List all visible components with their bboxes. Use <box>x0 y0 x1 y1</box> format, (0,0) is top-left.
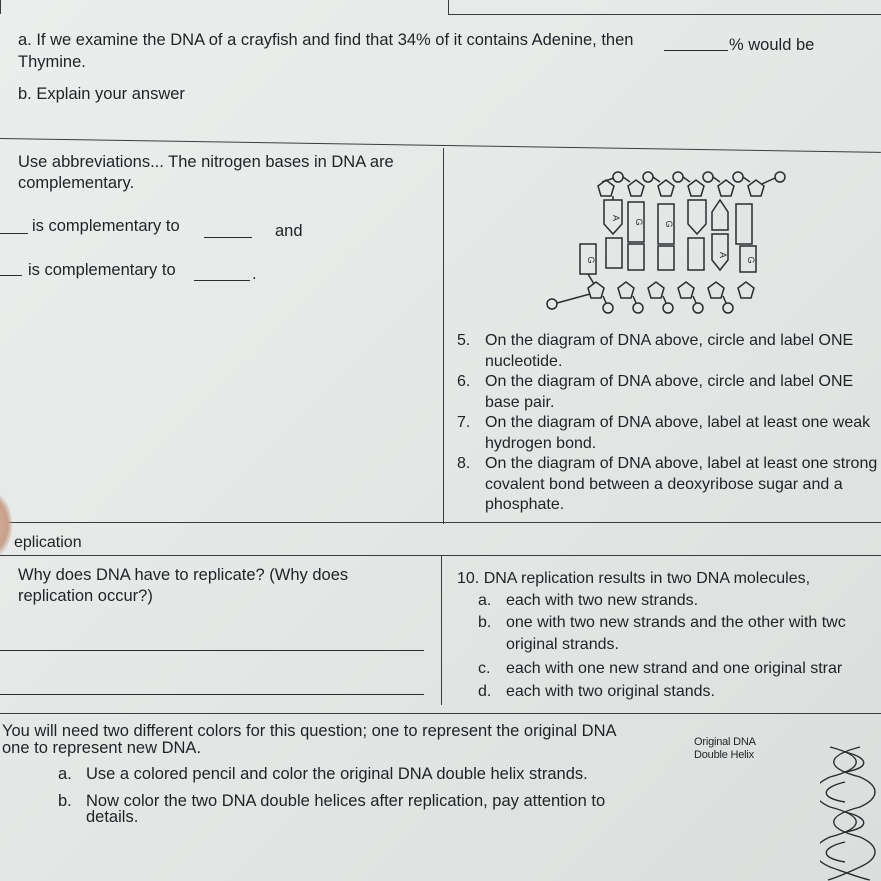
base-letter-top-1: G <box>634 218 644 226</box>
question-7: 7. On the diagram of DNA above, label at least one weak hydrogen bond. <box>457 414 871 452</box>
helix-label-line2: Double Helix <box>694 749 754 761</box>
abbrev-line1: Use abbreviations... The nitrogen bases in DNA are <box>18 153 394 171</box>
answer-blank-1[interactable] <box>0 233 28 234</box>
base-pairs <box>580 196 756 284</box>
question-10-option-d[interactable]: d. each with two original stands. <box>478 683 715 700</box>
colors-question-line2: one to represent new DNA. <box>2 739 202 757</box>
answer-blank-2[interactable] <box>204 237 252 238</box>
replication-question-line1: Why does DNA have to replicate? (Why does <box>18 566 349 584</box>
base-letter-top-2: G <box>664 220 674 228</box>
base-letter-top-3: A <box>718 251 728 259</box>
answer-line-2[interactable] <box>0 694 424 695</box>
top-backbone <box>598 172 785 196</box>
helix-label-line1: Original DNA <box>694 736 756 748</box>
question-10-option-a[interactable]: a. each with two new strands. <box>478 592 699 609</box>
question-10-option-b-cont: original strands. <box>506 636 619 653</box>
base-letter-top-0: A <box>611 214 621 222</box>
top-frame-divider <box>448 0 449 14</box>
base-letter-bottom-5: G <box>746 256 756 264</box>
abbrev-row2-text: is complementary to <box>28 261 176 279</box>
answer-blank-thymine[interactable] <box>664 50 728 51</box>
answer-blank-4[interactable] <box>194 280 250 281</box>
question-10-option-c[interactable]: c. each with one new strand and one original strar <box>478 660 843 677</box>
question-a-line2: Thymine. <box>18 53 86 71</box>
answer-line-1[interactable] <box>0 650 424 651</box>
abbrev-line2: complementary. <box>18 174 135 192</box>
bottom-backbone <box>547 282 754 313</box>
replication-heading: eplication <box>14 534 82 551</box>
column-divider-2 <box>441 555 442 705</box>
section-divider-4 <box>0 713 881 714</box>
abbrev-row1-text: is complementary to <box>32 217 180 235</box>
top-frame-left <box>0 0 1 14</box>
abbrev-row1-and: and <box>275 222 303 240</box>
double-helix-drawing[interactable] <box>820 742 881 881</box>
base-letter-bottom-0: G <box>586 256 596 264</box>
abbrev-row2-period: . <box>252 265 257 283</box>
question-8: 8. On the diagram of DNA above, label at least one strong covalent bond between a deoxyribose sugar and a phosphate. <box>457 455 878 513</box>
top-frame-rule <box>448 14 881 15</box>
dna-ladder-diagram[interactable] <box>540 160 800 320</box>
question-a-suffix: % would be <box>729 36 815 54</box>
colors-question-a: a. Use a colored pencil and color the original DNA double helix strands. <box>58 765 588 783</box>
column-divider <box>443 148 444 524</box>
question-5: 5. On the diagram of DNA above, circle and label ONE nucleotide. <box>457 332 854 370</box>
question-b: b. Explain your answer <box>18 85 185 103</box>
question-10-stem: 10. DNA replication results in two DNA molecules, <box>457 570 811 587</box>
question-10-option-b[interactable]: b. one with two new strands and the other with twc <box>478 614 846 631</box>
question-6: 6. On the diagram of DNA above, circle and label ONE base pair. <box>457 373 854 411</box>
colors-question-line1: You will need two different colors for this question; one to represent the original DNA <box>2 722 617 740</box>
question-a-line1: a. If we examine the DNA of a crayfish and find that 34% of it contains Adenine, then <box>18 31 634 49</box>
answer-blank-3[interactable] <box>0 275 22 276</box>
replication-question-line2: replication occur?) <box>18 587 153 605</box>
section-divider-1 <box>0 138 881 153</box>
colors-question-b-cont: details. <box>86 808 139 826</box>
numbered-questions <box>457 331 881 516</box>
colors-question-b: b. Now color the two DNA double helices after replication, pay attention to <box>58 792 606 810</box>
thumb-shadow <box>0 490 12 560</box>
section-divider-2 <box>0 522 881 523</box>
